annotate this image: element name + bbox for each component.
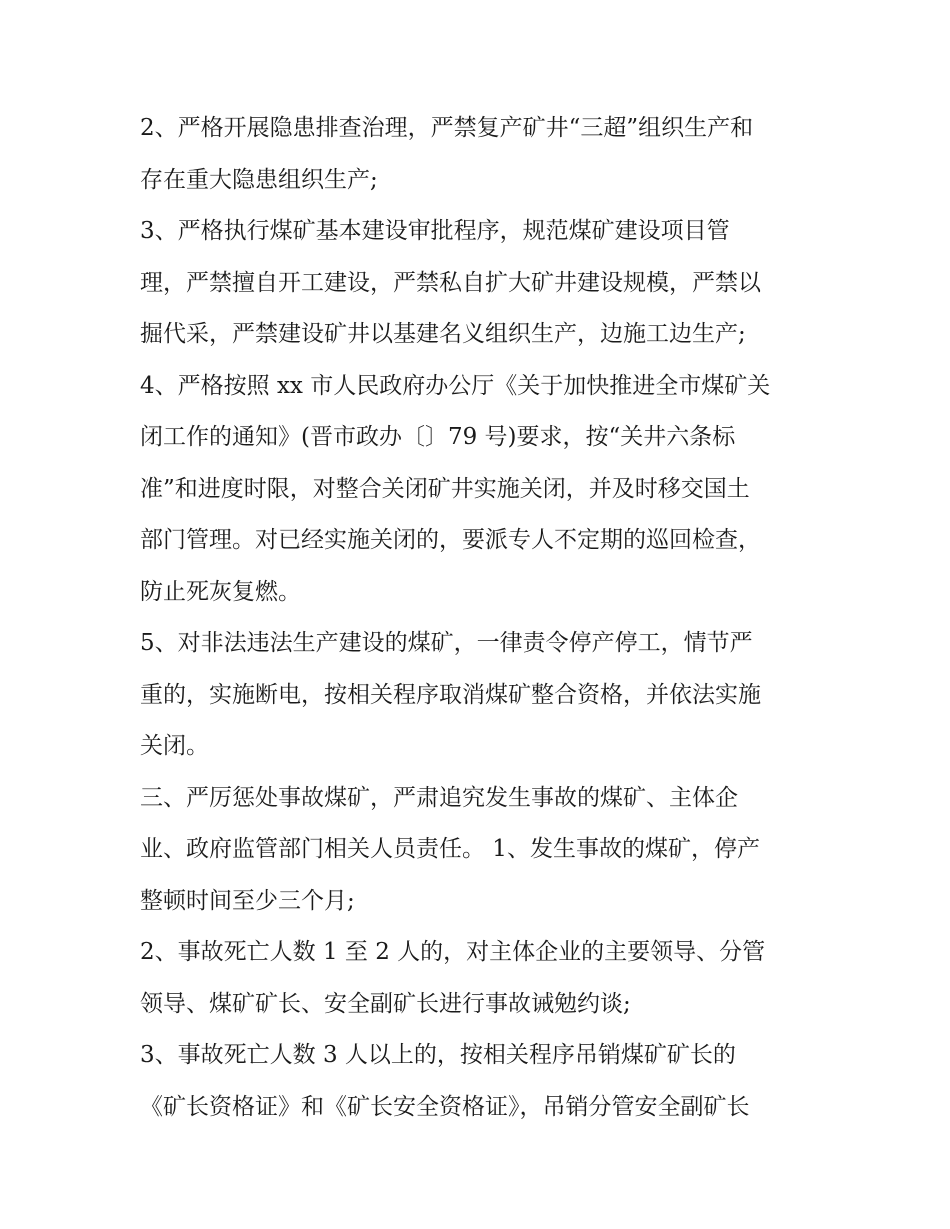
text-line-4: 理，严禁擅自开工建设，严禁私自扩大矿井建设规模，严禁以 [140,269,761,296]
text-line-16: 整顿时间至少三个月; [140,887,355,914]
text-line-1: 2、严格开展隐患排查治理，严禁复产矿井“三超”组织生产和 [140,115,754,141]
text-line-5: 掘代采，严禁建设矿井以基建名义组织生产，边施工边生产; [140,321,746,347]
text-line-2: 存在重大隐患组织生产; [140,166,378,193]
text-line-13: 关闭。 [140,733,209,759]
text-line-18: 领导、煤矿矿长、安全副矿长进行事故诫勉约谈; [140,990,631,1017]
text-line-17: 2、事故死亡人数 1 至 2 人的，对主体企业的主要领导、分管 [140,939,766,965]
text-line-6: 4、严格按照 xx 市人民政府办公厅《关于加快推进全市煤矿关 [140,372,771,399]
text-line-9: 部门管理。对已经实施关闭的，要派专人不定期的巡回检查， [140,527,761,553]
text-line-11: 5、对非法违法生产建设的煤矿，一律责令停产停工，情节严 [140,630,753,656]
text-line-20: 《矿长资格证》和《矿长安全资格证》，吊销分管安全副矿长 [140,1093,750,1120]
text-line-10: 防止死灰复燃。 [140,578,301,605]
text-line-15: 业、政府监管部门相关人员责任。 1、发生事故的煤矿，停产 [140,836,760,862]
text-line-19: 3、事故死亡人数 3 人以上的，按相关程序吊销煤矿矿长的 [140,1042,736,1068]
text-line-7: 闭工作的通知》(晋市政办〔〕79 号)要求，按“关井六条标 [140,424,736,450]
text-line-12: 重的，实施断电，按相关程序取消煤矿整合资格，并依法实施 [140,681,761,708]
text-line-14: 三、严厉惩处事故煤矿，严肃追究发生事故的煤矿、主体企 [140,784,738,811]
text-line-3: 3、严格执行煤矿基本建设审批程序，规范煤矿建设项目管 [140,218,730,244]
text-line-8: 准”和进度时限，对整合关闭矿井实施关闭，并及时移交国土 [140,475,750,502]
document-body [140,103,820,1133]
